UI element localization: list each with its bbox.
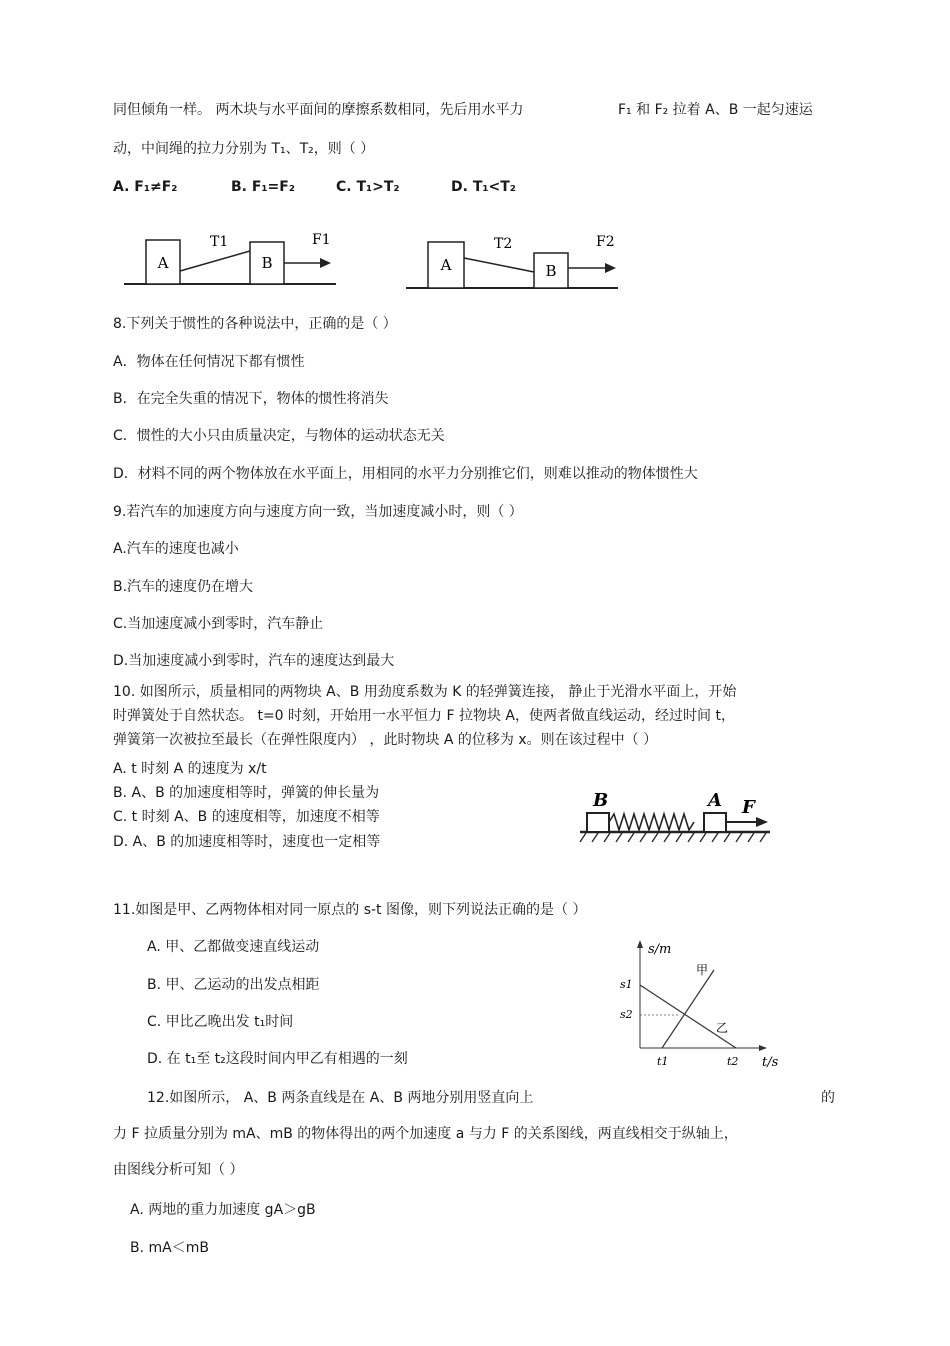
q7-stem-line2: 动，中间绳的拉力分别为 T₁、T₂，则（ ） bbox=[113, 141, 375, 157]
q9-option-a: A.汽车的速度也减小 bbox=[113, 541, 239, 557]
q11-option-a: A. 甲、乙都做变速直线运动 bbox=[147, 939, 320, 955]
q11-line-label-yi: 乙 bbox=[716, 1021, 729, 1035]
q7-option-d: D. T₁<T₂ bbox=[451, 179, 516, 195]
q11-option-c: C. 甲比乙晚出发 t₁时间 bbox=[147, 1014, 294, 1030]
q10-option-c: C. t 时刻 A、B 的速度相等，加速度不相等 bbox=[113, 809, 380, 825]
q12-stem-line3: 由图线分析可知（ ） bbox=[113, 1162, 244, 1178]
q7-fig1-label-b: B bbox=[261, 254, 273, 272]
q10-option-b: B. A、B 的加速度相等时，弹簧的伸长量为 bbox=[113, 785, 380, 801]
q9-option-c: C.当加速度减小到零时，汽车静止 bbox=[113, 616, 324, 632]
q8-option-c: C．惯性的大小只由质量决定，与物体的运动状态无关 bbox=[113, 428, 445, 444]
q11-tick-s1: s1 bbox=[620, 978, 633, 991]
q9-option-b: B.汽车的速度仍在增大 bbox=[113, 579, 254, 595]
q10-option-d: D. A、B 的加速度相等时，速度也一定相等 bbox=[113, 834, 381, 850]
q10-stem-line1: 10. 如图所示，质量相同的两物块 A、B 用劲度系数为 K 的轻弹簧连接， 静止于光滑水平面上，开始 bbox=[113, 684, 737, 700]
q10-option-a: A. t 时刻 A 的速度为 x/t bbox=[113, 761, 267, 777]
q10-fig-label-a: A bbox=[708, 790, 722, 811]
q12-stem-line1: 12.如图所示， A、B 两条直线是在 A、B 两地分别用竖直向上 bbox=[147, 1090, 534, 1106]
q7-stem-line1: 同但倾角一样。 两木块与水平面间的摩擦系数相同，先后用水平力 bbox=[113, 102, 524, 118]
q7-option-b: B. F₁=F₂ bbox=[231, 179, 295, 195]
q8-stem: 8.下列关于惯性的各种说法中，正确的是（ ） bbox=[113, 316, 397, 332]
q7-figure-2 bbox=[404, 226, 620, 292]
q12-option-a: A. 两地的重力加速度 gA＞gB bbox=[130, 1202, 316, 1218]
q10-fig-label-b: B bbox=[593, 790, 609, 811]
q10-fig-label-f: F bbox=[742, 797, 755, 818]
q8-option-d: D．材料不同的两个物体放在水平面上，用相同的水平力分别推它们，则难以推动的物体惯性大 bbox=[113, 466, 698, 482]
q10-spring-figure bbox=[576, 786, 776, 848]
q11-option-d: D. 在 t₁至 t₂这段时间内甲乙有相遇的一刻 bbox=[147, 1051, 408, 1067]
q11-st-graph bbox=[612, 938, 790, 1070]
q11-tick-t2: t2 bbox=[727, 1055, 739, 1068]
q7-figure-1 bbox=[122, 224, 338, 290]
q11-axis-y-label: s/m bbox=[648, 942, 672, 957]
q11-tick-t1: t1 bbox=[657, 1055, 669, 1068]
q11-option-b: B. 甲、乙运动的出发点相距 bbox=[147, 977, 320, 993]
q7-option-c: C. T₁>T₂ bbox=[336, 179, 400, 195]
q10-stem-line2: 时弹簧处于自然状态。 t=0 时刻，开始用一水平恒力 F 拉物块 A，使两者做直线运动，经过时间 t， bbox=[113, 708, 735, 724]
q7-fig2-label-t: T2 bbox=[494, 236, 513, 252]
q8-option-b: B．在完全失重的情况下，物体的惯性将消失 bbox=[113, 391, 389, 407]
q9-stem: 9.若汽车的加速度方向与速度方向一致，当加速度减小时，则（ ） bbox=[113, 504, 523, 520]
q10-stem-line3: 弹簧第一次被拉至最长（在弹性限度内） ，此时物块 A 的位移为 x。则在该过程中（ ） bbox=[113, 732, 658, 748]
q7-fig2-label-f: F2 bbox=[596, 234, 615, 250]
q7-fig1-label-f: F1 bbox=[312, 232, 331, 248]
q7-fig1-label-a: A bbox=[157, 254, 169, 272]
q11-tick-s2: s2 bbox=[620, 1008, 633, 1021]
q9-option-d: D.当加速度减小到零时，汽车的速度达到最大 bbox=[113, 653, 395, 669]
q11-line-label-jia: 甲 bbox=[696, 963, 709, 977]
q7-fig2-label-b: B bbox=[545, 262, 557, 280]
q12-option-b: B. mA＜mB bbox=[130, 1240, 209, 1256]
q11-axis-x-label: t/s bbox=[762, 1055, 779, 1070]
q7-fig1-label-t: T1 bbox=[210, 234, 229, 250]
q7-fig2-label-a: A bbox=[440, 256, 452, 274]
q12-stem-line1-tail: 的 bbox=[821, 1090, 835, 1106]
q8-option-a: A．物体在任何情况下都有惯性 bbox=[113, 354, 305, 370]
q7-stem-line1-tail: F₁ 和 F₂ 拉着 A、B 一起匀速运 bbox=[618, 102, 813, 118]
q12-stem-line2: 力 F 拉质量分别为 mA、mB 的物体得出的两个加速度 a 与力 F 的关系图线，两直线相交于纵轴上， bbox=[113, 1126, 738, 1142]
q11-stem: 11.如图是甲、乙两物体相对同一原点的 s-t 图像，则下列说法正确的是（ ） bbox=[113, 902, 587, 918]
q7-option-a: A. F₁≠F₂ bbox=[113, 179, 178, 195]
